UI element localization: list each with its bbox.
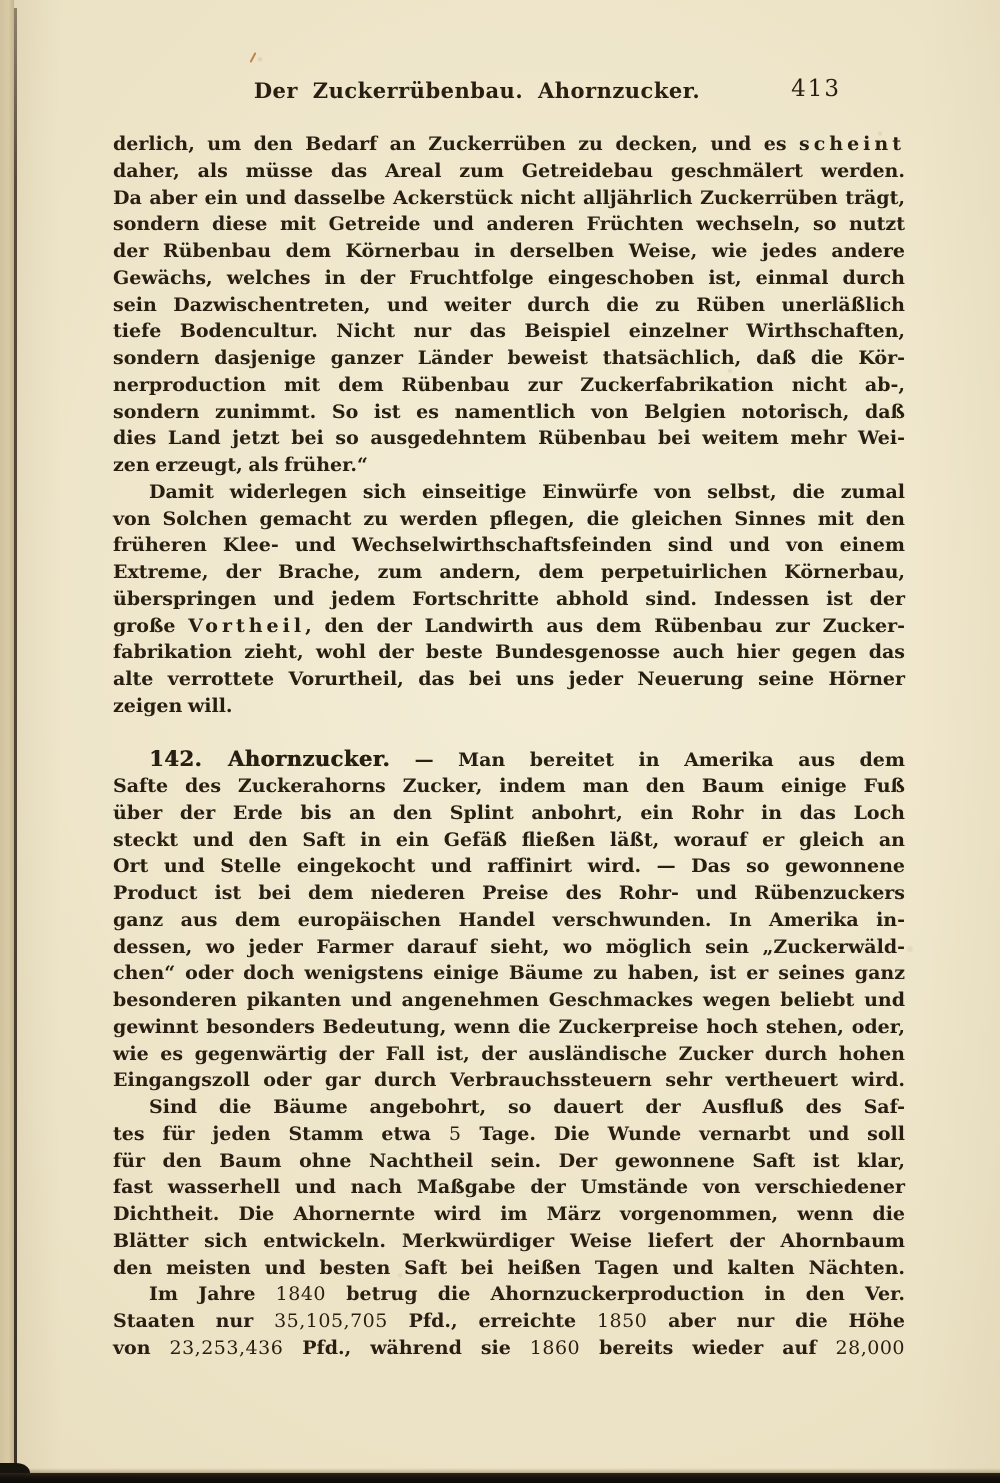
text-line	[113, 1041, 905, 1068]
text-segment: Pfd., während sie	[283, 1336, 530, 1359]
text-line	[113, 960, 905, 987]
text-segment: sondern zunimmt. So ist es namentlich von Belgien notorisch, daß	[113, 400, 905, 423]
text-segment: tiefe Bodencultur. Nicht nur das Beispiel einzelner Wirthschaften,	[113, 320, 905, 343]
text-line	[113, 639, 905, 666]
text-line	[113, 693, 905, 720]
ink-speck-mark	[250, 52, 257, 63]
text-segment: über der Erde bis an den Splint anbohrt, ein Rohr in das Loch	[113, 801, 905, 824]
text-line	[113, 211, 905, 238]
text-segment: ganz aus dem europäischen Handel verschwunden. In Amerika in-	[113, 908, 905, 931]
text-segment: betrug die Ahornzuckerproduction in den Ver.	[326, 1283, 905, 1306]
text-line	[113, 934, 905, 961]
text-segment: Pfd., erreichte	[387, 1310, 597, 1332]
text-line	[113, 1067, 905, 1094]
text-line	[113, 907, 905, 934]
text-line	[113, 1228, 905, 1255]
antiqua-numeral: 1850	[596, 1310, 648, 1332]
text-line	[113, 1014, 905, 1041]
text-line	[113, 666, 905, 693]
binding-shadow-line	[14, 8, 17, 1473]
text-segment: Dichtheit. Die Ahornernte wird im März vorgenommen, wenn die	[113, 1203, 905, 1225]
antiqua-numeral: 23,253,436	[169, 1336, 284, 1359]
text-segment: Tage. Die Wunde vernarbt und soll	[461, 1122, 905, 1145]
text-line	[113, 1201, 905, 1228]
text-line	[113, 506, 905, 533]
text-segment: Im Jahre	[149, 1283, 276, 1306]
text-segment: den meisten und besten Saft bei heißen Tagen und kalten Nächten.	[113, 1256, 905, 1279]
text-segment: — Man bereitet in Amerika aus dem	[390, 749, 905, 772]
text-segment: überspringen und jedem Fortschritte abhold sind. Indessen ist der	[113, 587, 905, 610]
text-line	[113, 773, 905, 800]
text-segment: aber nur die Höhe	[647, 1310, 905, 1332]
antiqua-numeral: 1840	[275, 1283, 327, 1306]
antiqua-numeral: 1860	[529, 1336, 581, 1359]
text-segment: steckt und den Saft in ein Gefäß fließen läßt, worauf er gleich an	[113, 828, 905, 851]
text-line	[113, 372, 905, 399]
text-segment: wie es gegenwärtig der Fall ist, der ausländische Zucker durch hohen	[113, 1042, 905, 1065]
text-line	[113, 827, 905, 854]
text-line	[113, 1174, 905, 1201]
text-line	[113, 1148, 905, 1175]
text-line	[113, 1094, 905, 1121]
text-segment: gewinnt besonders Bedeutung, wenn die Zuckerpreise hoch stehen, oder,	[113, 1015, 905, 1038]
text-segment: sein Dazwischentreten, und weiter durch die zu Rüben unerläßlich	[113, 293, 905, 316]
text-segment: sondern diese mit Getreide und anderen Früchten wechseln, so nutzt	[113, 213, 905, 236]
text-line	[113, 265, 905, 292]
text-segment: Damit widerlegen sich einseitige Einwürfe von selbst, die zumal	[149, 480, 905, 503]
text-line	[113, 800, 905, 827]
text-line	[113, 613, 905, 640]
text-segment: dessen, wo jeder Farmer darauf sieht, wo möglich sein „Zuckerwäld-	[113, 935, 905, 958]
text-segment: von	[113, 1336, 170, 1359]
page-number: 413	[791, 76, 841, 102]
text-segment: zeigen will.	[113, 694, 233, 717]
text-line	[113, 586, 905, 613]
text-segment: von Solchen gemacht zu werden pflegen, die gleichen Sinnes mit den	[113, 507, 905, 530]
text-line	[113, 853, 905, 880]
antiqua-numeral: 5	[448, 1122, 462, 1145]
text-segment: Blätter sich entwickeln. Merkwürdiger Weise liefert der Ahornbaum	[113, 1229, 905, 1252]
text-line	[113, 559, 905, 586]
text-line	[113, 425, 905, 452]
text-segment: tes für jeden Stamm etwa	[113, 1122, 449, 1145]
text-segment: fabrikation zieht, wohl der beste Bundesgenosse auch hier gegen das	[113, 641, 905, 664]
text-segment: Extreme, der Brache, zum andern, dem perpetuirlichen Körnerbau,	[113, 561, 905, 583]
running-header-title: Der Zuckerrübenbau. Ahornzucker.	[253, 78, 701, 103]
emphasized-spaced-word: scheint	[799, 133, 905, 155]
text-line	[113, 1335, 905, 1362]
text-line	[113, 399, 905, 426]
text-line	[113, 345, 905, 372]
running-header	[113, 78, 905, 104]
text-segment: Product ist bei dem niederen Preise des Rohr- und Rübenzuckers	[113, 882, 905, 904]
text-line	[113, 292, 905, 319]
text-segment: Staaten nur	[113, 1310, 275, 1332]
text-segment: Da aber ein und dasselbe Ackerstück nicht alljährlich Zuckerrüben trägt,	[113, 186, 905, 209]
text-segment: dies Land jetzt bei so ausgedehntem Rübenbau bei weitem mehr Wei-	[113, 427, 905, 450]
emphasized-spaced-word: Vortheil	[188, 614, 306, 637]
text-segment: Safte des Zuckerahorns Zucker, indem man den Baum einige Fuß	[113, 775, 905, 797]
text-segment: für den Baum ohne Nachtheil sein. Der gewonnene Saft ist klar,	[113, 1149, 905, 1172]
text-segment: Gewächs, welches in der Fruchtfolge eingeschoben ist, einmal durch	[113, 266, 905, 289]
text-segment: fast wasserhell und nach Maßgabe der Umstände von verschiedener	[113, 1176, 905, 1199]
facing-page-edge	[0, 0, 14, 1473]
text-line	[113, 131, 905, 158]
text-line	[113, 318, 905, 345]
text-segment: besonderen pikanten und angenehmen Geschmackes wegen beliebt und	[113, 989, 905, 1011]
text-line	[113, 880, 905, 907]
text-segment: zen erzeugt, als früher.“	[113, 454, 368, 476]
text-line	[113, 746, 905, 773]
text-segment: , den der Landwirth aus dem Rübenbau zur Zucker-	[305, 614, 905, 637]
text-segment: nerproduction mit dem Rübenbau zur Zuckerfabrikation nicht ab-,	[113, 373, 905, 396]
antiqua-numeral: 35,105,705	[274, 1310, 388, 1332]
text-line	[113, 532, 905, 559]
text-line	[113, 185, 905, 212]
text-line	[113, 1281, 905, 1308]
text-segment: alte verrottete Vorurtheil, das bei uns jeder Neuerung seine Hörner	[113, 668, 905, 690]
text-segment: chen“ oder doch wenigstens einige Bäume zu haben, ist er seines ganz	[113, 962, 905, 985]
section-heading: 142. Ahornzucker.	[149, 746, 391, 772]
book-edge-bottom	[0, 1473, 1000, 1483]
text-segment: sondern dasjenige ganzer Länder beweist thatsächlich, daß die Kör-	[113, 347, 905, 369]
text-segment: Sind die Bäume angebohrt, so dauert der Ausfluß des Saf-	[149, 1096, 905, 1118]
text-segment: daher, als müsse das Areal zum Getreidebau geschmälert werden.	[113, 159, 905, 182]
text-line	[113, 987, 905, 1014]
text-segment: große	[113, 614, 189, 637]
text-segment: der Rübenbau dem Körnerbau in derselben Weise, wie jedes andere	[113, 240, 905, 262]
text-line	[113, 1121, 905, 1148]
text-segment: Ort und Stelle eingekocht und raffinirt wird. — Das so gewonnene	[113, 855, 905, 878]
text-segment: bereits wieder auf	[580, 1336, 836, 1359]
text-line	[113, 479, 905, 506]
text-line	[113, 1308, 905, 1335]
text-segment: früheren Klee- und Wechselwirthschaftsfeinden sind und von einem	[113, 534, 905, 557]
antiqua-numeral: 28,000	[835, 1336, 905, 1359]
text-segment: Eingangszoll oder gar durch Verbrauchssteuern sehr vertheuert wird.	[113, 1069, 905, 1092]
text-line	[113, 452, 905, 479]
text-line	[113, 238, 905, 265]
text-segment: derlich, um den Bedarf an Zuckerrüben zu decken, und es	[113, 133, 800, 155]
page-body-text	[113, 131, 905, 1362]
text-line	[113, 158, 905, 185]
text-line	[113, 1255, 905, 1282]
